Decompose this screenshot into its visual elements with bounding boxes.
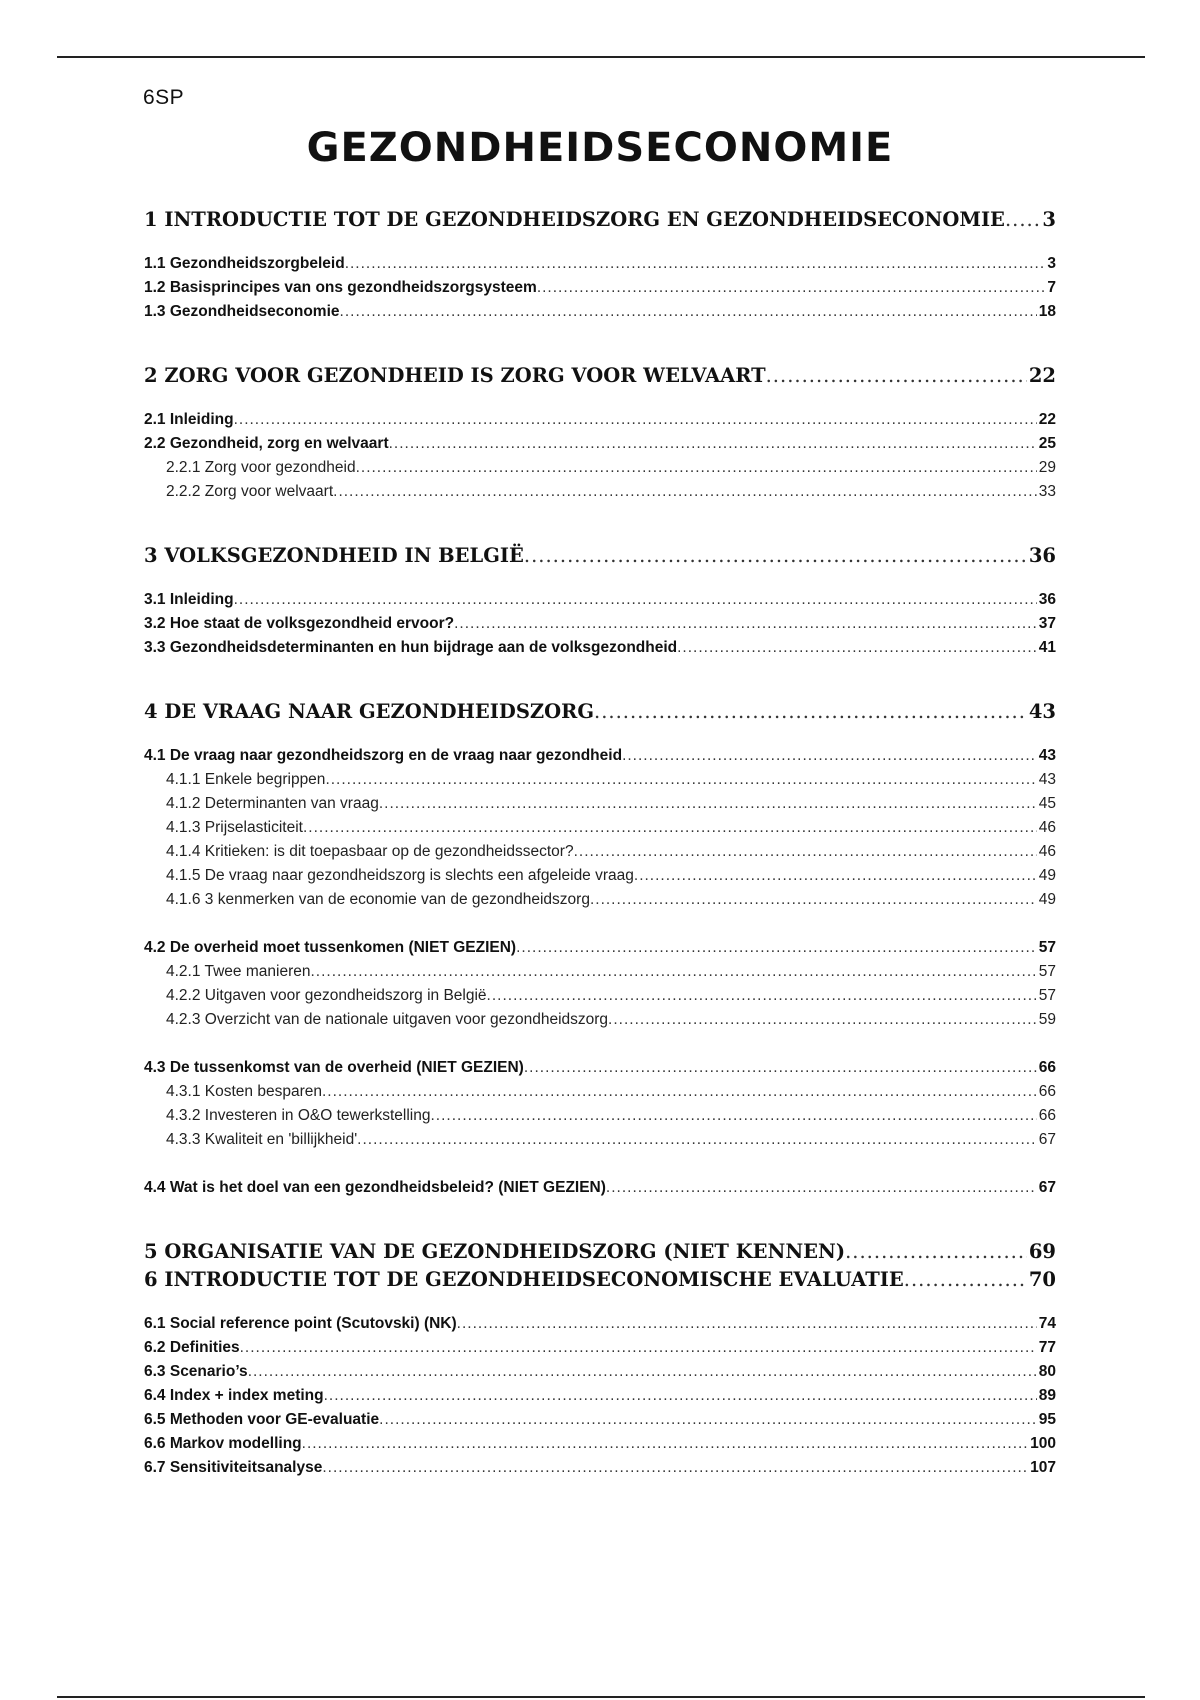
dot-leader [1005,206,1040,234]
toc-entry-title: 6.5 Methoden voor GE-evaluatie [144,1411,380,1428]
toc-section-2-2[interactable] [144,432,1056,456]
toc-entry-title: 6.6 Markov modelling [144,1435,302,1452]
toc-entry-page: 37 [1038,615,1056,632]
toc-subsection-2-2-1[interactable] [144,456,1056,480]
dot-leader [303,816,1037,840]
toc-section-3-3[interactable] [144,636,1056,660]
toc-entry-page: 77 [1038,1339,1056,1356]
top-rule [57,56,1145,58]
dot-leader [594,698,1027,726]
toc-entry-page: 49 [1038,891,1056,908]
toc-entry-page: 57 [1038,939,1056,956]
dot-leader [457,1312,1037,1336]
toc-subsection-4-1-2[interactable] [144,792,1056,816]
toc-entry-page: 43 [1038,747,1056,764]
toc-entry-title: 4.1.1 Enkele begrippen [166,771,326,788]
dot-leader [622,744,1037,768]
toc-subsection-4-1-5[interactable] [144,864,1056,888]
toc-entry-title: 4.2 De overheid moet tussenkomen (NIET GEZIEN) [144,939,517,956]
toc-entry-page: 3 [1042,208,1056,231]
toc-entry-title: 3.2 Hoe staat de volksgezondheid ervoor? [144,615,455,632]
toc-entry-page: 89 [1038,1387,1056,1404]
toc-entry-title: 4.1.4 Kritieken: is dit toepasbaar op de gezondheidssector? [166,843,574,860]
toc-section-6-4[interactable] [144,1384,1056,1408]
dot-leader [766,362,1027,390]
toc-subsection-4-1-6[interactable] [144,888,1056,912]
toc-entry-page: 46 [1038,819,1056,836]
dot-leader [454,612,1037,636]
toc-chapter-4[interactable] [144,698,1056,726]
toc-section-6-5[interactable] [144,1408,1056,1432]
toc-entry-title: 4.4 Wat is het doel van een gezondheidsbeleid? (NIET GEZIEN) [144,1179,606,1196]
toc-section-6-6[interactable] [144,1432,1056,1456]
toc-entry-page: 66 [1038,1059,1056,1076]
toc-entry-page: 57 [1038,987,1056,1004]
toc-entry-page: 43 [1028,700,1056,723]
toc-section-1-2[interactable] [144,276,1056,300]
toc-entry-title: 6 INTRODUCTIE TOT DE GEZONDHEIDSECONOMISCHE EVALUATIE [144,1268,904,1291]
toc-entry-page: 29 [1038,459,1056,476]
dot-leader [248,1360,1037,1384]
toc-entry-title: 4.1.6 3 kenmerken van de economie van de gezondheidszorg [166,891,590,908]
dot-leader [240,1336,1037,1360]
toc-section-3-2[interactable] [144,612,1056,636]
toc-entry-title: 6.4 Index + index meting [144,1387,324,1404]
toc-entry-title: 6.2 Definities [144,1339,240,1356]
toc-entry-title: 4.1.5 De vraag naar gezondheidszorg is slechts een afgeleide vraag [166,867,634,884]
toc-entry-page: 67 [1038,1131,1056,1148]
toc-subsection-4-1-4[interactable] [144,840,1056,864]
dot-leader [634,864,1037,888]
toc-entry-title: 3.3 Gezondheidsdeterminanten en hun bijdrage aan de volksgezondheid [144,639,678,656]
dot-leader [345,252,1046,276]
dot-leader [524,1056,1037,1080]
dot-leader [516,936,1037,960]
toc-subsection-4-3-2[interactable] [144,1104,1056,1128]
toc-section-6-2[interactable] [144,1336,1056,1360]
document-title: GEZONDHEIDSECONOMIE [306,125,894,171]
toc-chapter-1[interactable] [144,206,1056,234]
toc-section-3-1[interactable] [144,588,1056,612]
toc-section-4-4[interactable] [144,1176,1056,1200]
dot-leader [234,588,1037,612]
table-of-contents [144,206,1056,1480]
toc-entry-title: 3.1 Inleiding [144,591,234,608]
toc-entry-page: 67 [1038,1179,1056,1196]
toc-entry-title: 4.2.2 Uitgaven voor gezondheidszorg in België [166,987,487,1004]
toc-entry-title: 4.3.3 Kwaliteit en 'billijkheid' [166,1131,358,1148]
toc-entry-page: 69 [1028,1240,1056,1263]
dot-leader [357,1128,1037,1152]
toc-entry-title: 2.2.2 Zorg voor welvaart [166,483,334,500]
toc-entry-page: 22 [1028,364,1056,387]
toc-entry-title: 5 ORGANISATIE VAN DE GEZONDHEIDSZORG (NIET KENNEN) [144,1240,846,1263]
toc-entry-page: 107 [1030,1459,1056,1476]
dot-leader [487,984,1037,1008]
dot-leader [356,456,1037,480]
toc-subsection-4-2-2[interactable] [144,984,1056,1008]
dot-leader [333,480,1037,504]
dot-leader [845,1238,1027,1266]
toc-entry-page: 36 [1038,591,1056,608]
dot-leader [677,636,1037,660]
toc-entry-title: 2.1 Inleiding [144,411,234,428]
dot-leader [325,768,1036,792]
toc-section-4-3[interactable] [144,1056,1056,1080]
toc-entry-title: 2.2.1 Zorg voor gezondheid [166,459,356,476]
toc-entry-title: 2.2 Gezondheid, zorg en welvaart [144,435,389,452]
bottom-rule [57,1696,1145,1698]
toc-entry-page: 36 [1028,544,1056,567]
toc-subsection-2-2-2[interactable] [144,480,1056,504]
toc-section-6-7[interactable] [144,1456,1056,1480]
dot-leader [574,840,1037,864]
toc-chapter-5[interactable] [144,1238,1056,1266]
toc-entry-page: 59 [1038,1011,1056,1028]
toc-entry-page: 49 [1038,867,1056,884]
toc-entry-page: 22 [1038,411,1056,428]
dot-leader [324,1384,1037,1408]
toc-entry-page: 100 [1030,1435,1056,1452]
toc-entry-title: 1.1 Gezondheidszorgbeleid [144,255,345,272]
toc-subsection-4-1-1[interactable] [144,768,1056,792]
toc-section-4-2[interactable] [144,936,1056,960]
toc-entry-title: 6.1 Social reference point (Scutovski) (NK) [144,1315,457,1332]
toc-section-6-3[interactable] [144,1360,1056,1384]
dot-leader [234,408,1037,432]
toc-chapter-6[interactable] [144,1266,1056,1294]
toc-subsection-4-2-1[interactable] [144,960,1056,984]
toc-entry-title: 4.1.3 Prijselasticiteit [166,819,303,836]
dot-leader [590,888,1037,912]
dot-leader [302,1432,1028,1456]
toc-entry-title: 4.3 De tussenkomst van de overheid (NIET GEZIEN) [144,1059,524,1076]
dot-leader [431,1104,1037,1128]
toc-entry-title: 6.7 Sensitiviteitsanalyse [144,1459,323,1476]
toc-entry-page: 74 [1038,1315,1056,1332]
toc-entry-page: 25 [1038,435,1056,452]
toc-entry-title: 1.3 Gezondheidseconomie [144,303,340,320]
dot-leader [524,542,1027,570]
toc-entry-title: 4.1.2 Determinanten van vraag [166,795,379,812]
toc-section-6-1[interactable] [144,1312,1056,1336]
toc-entry-page: 43 [1038,771,1056,788]
toc-entry-title: 1.2 Basisprincipes van ons gezondheidszorgsysteem [144,279,537,296]
dot-leader [322,1456,1028,1480]
toc-entry-title: 1 INTRODUCTIE TOT DE GEZONDHEIDSZORG EN GEZONDHEIDSECONOMIE [144,208,1005,231]
course-code: 6SP [143,86,185,109]
dot-leader [379,1408,1037,1432]
toc-subsection-4-1-3[interactable] [144,816,1056,840]
dot-leader [904,1266,1027,1294]
dot-leader [537,276,1046,300]
dot-leader [608,1008,1037,1032]
dot-leader [379,792,1037,816]
toc-entry-title: 3 VOLKSGEZONDHEID IN BELGIË [144,544,524,567]
toc-entry-page: 33 [1038,483,1056,500]
toc-entry-page: 57 [1038,963,1056,980]
toc-entry-page: 18 [1038,303,1056,320]
toc-entry-page: 3 [1047,255,1056,272]
toc-entry-page: 66 [1038,1107,1056,1124]
toc-chapter-2[interactable] [144,362,1056,390]
toc-section-4-1[interactable] [144,744,1056,768]
toc-entry-title: 4.2.3 Overzicht van de nationale uitgaven voor gezondheidszorg [166,1011,609,1028]
toc-subsection-4-2-3[interactable] [144,1008,1056,1032]
dot-leader [310,960,1036,984]
toc-entry-page: 80 [1038,1363,1056,1380]
toc-entry-page: 41 [1038,639,1056,656]
dot-leader [340,300,1037,324]
toc-entry-page: 70 [1028,1268,1056,1291]
toc-entry-title: 4.2.1 Twee manieren [166,963,311,980]
toc-entry-page: 45 [1038,795,1056,812]
toc-entry-title: 4.3.1 Kosten besparen [166,1083,322,1100]
toc-section-2-1[interactable] [144,408,1056,432]
toc-entry-page: 66 [1038,1083,1056,1100]
toc-entry-title: 4 DE VRAAG NAAR GEZONDHEIDSZORG [144,700,594,723]
dot-leader [389,432,1037,456]
toc-entry-title: 4.3.2 Investeren in O&O tewerkstelling [166,1107,431,1124]
toc-section-1-3[interactable] [144,300,1056,324]
toc-section-1-1[interactable] [144,252,1056,276]
toc-entry-title: 4.1 De vraag naar gezondheidszorg en de vraag naar gezondheid [144,747,623,764]
toc-entry-page: 46 [1038,843,1056,860]
toc-entry-page: 7 [1047,279,1056,296]
toc-subsection-4-3-1[interactable] [144,1080,1056,1104]
toc-entry-title: 6.3 Scenario’s [144,1363,248,1380]
toc-entry-title: 2 ZORG VOOR GEZONDHEID IS ZORG VOOR WELVAART [144,364,766,387]
dot-leader [606,1176,1037,1200]
toc-subsection-4-3-3[interactable] [144,1128,1056,1152]
toc-entry-page: 95 [1038,1411,1056,1428]
toc-chapter-3[interactable] [144,542,1056,570]
dot-leader [322,1080,1037,1104]
